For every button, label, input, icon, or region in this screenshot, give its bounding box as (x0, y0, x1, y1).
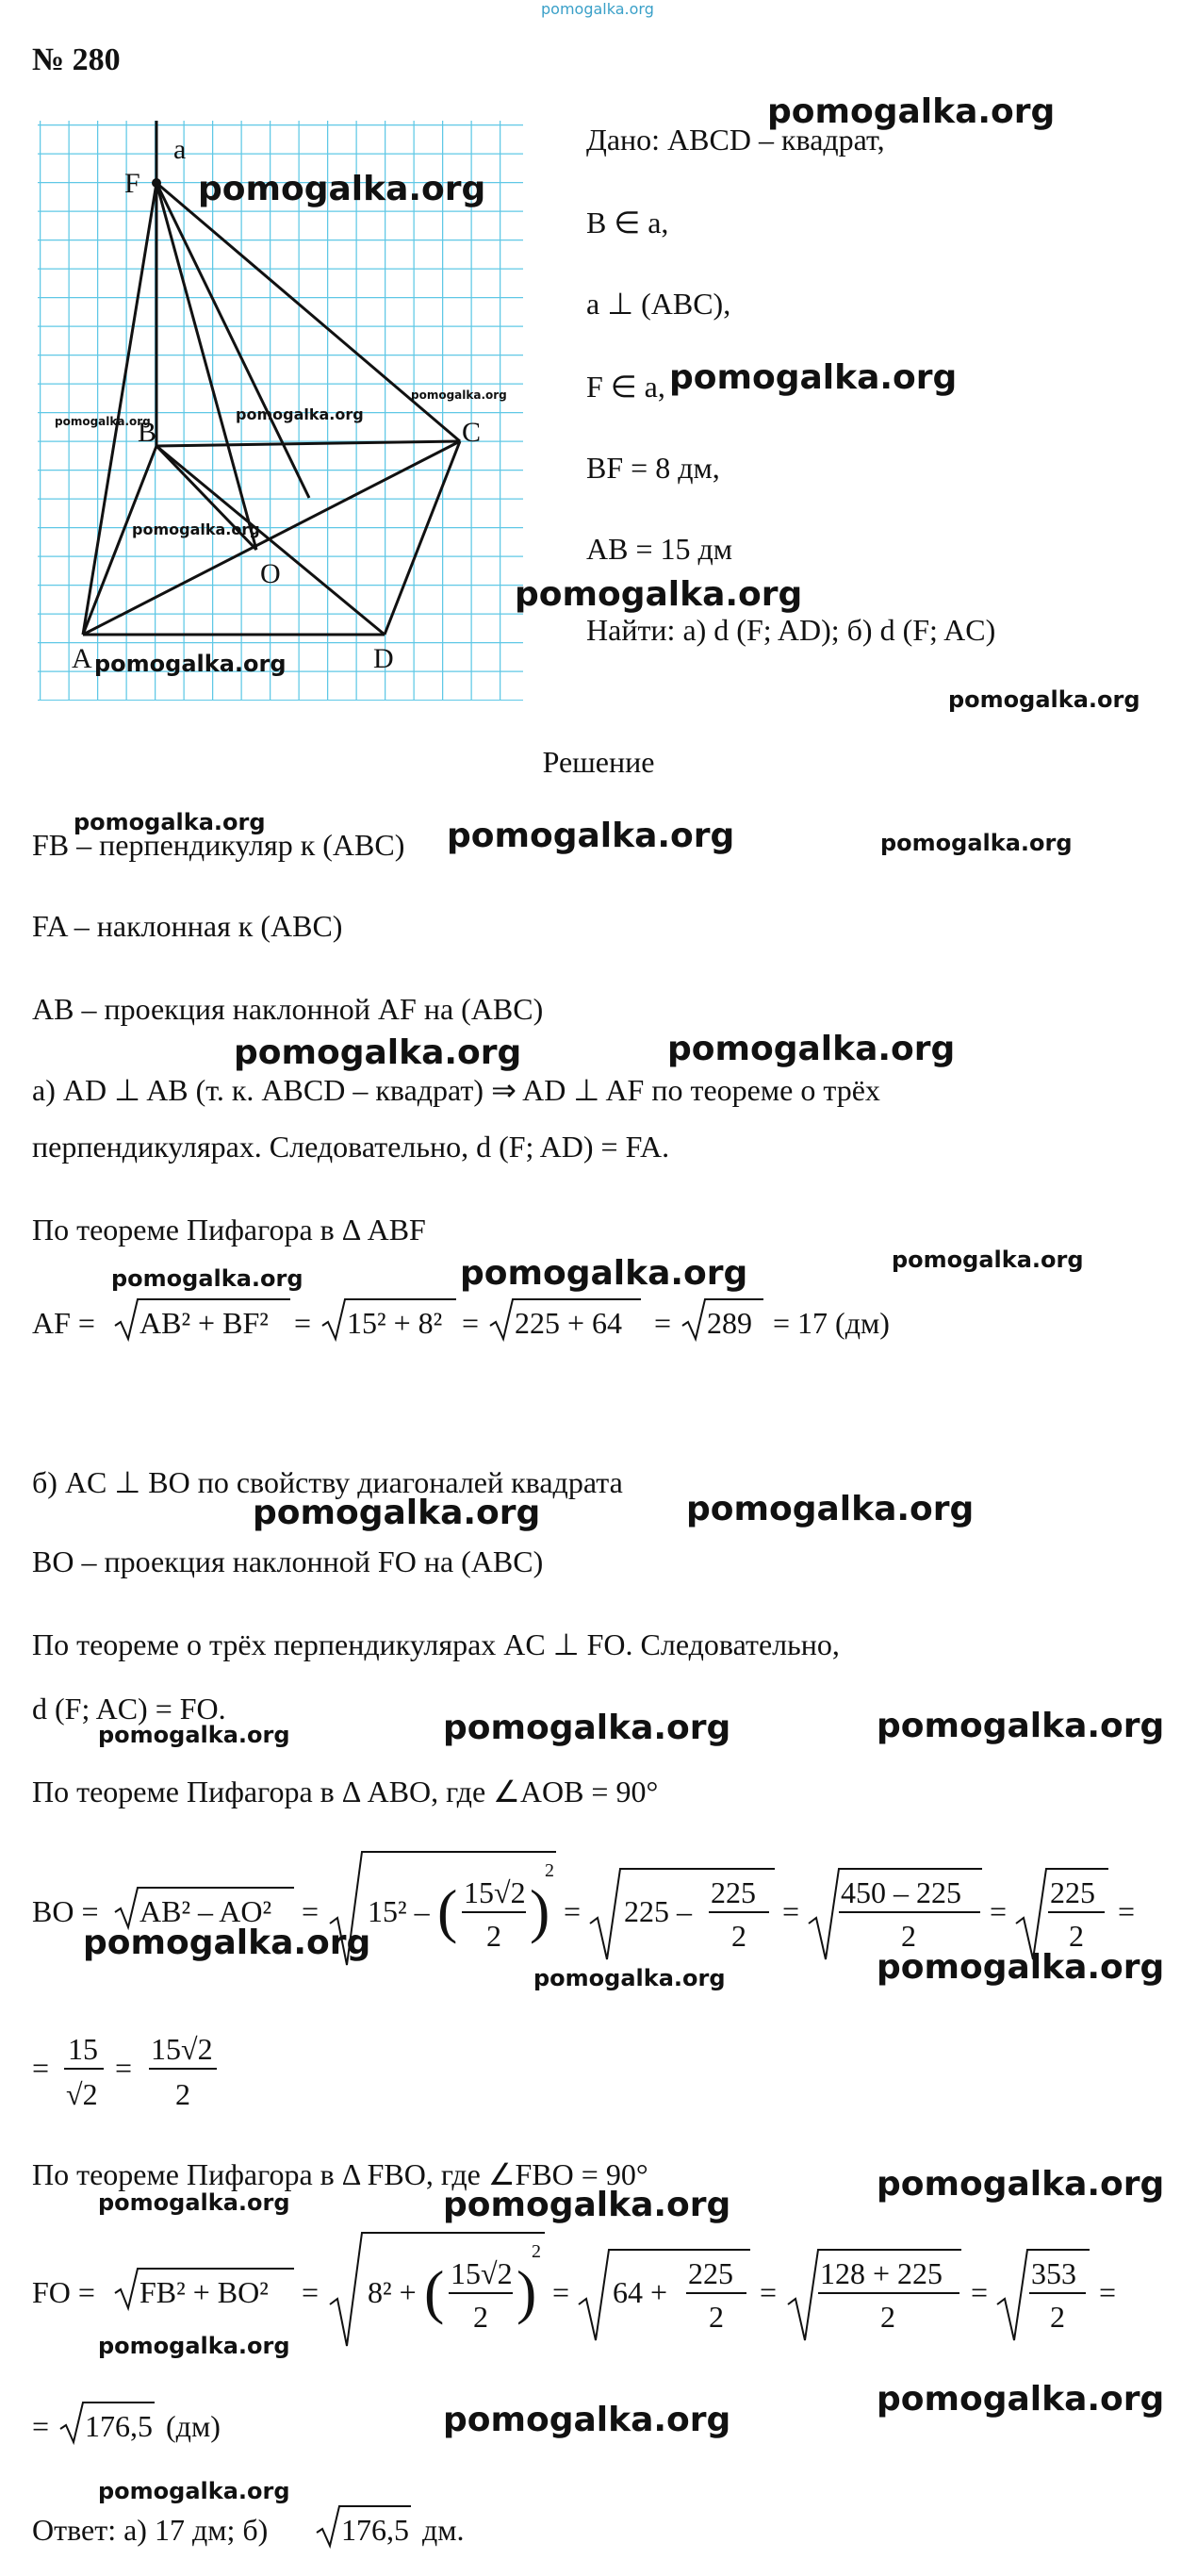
eq-sign: = (462, 1306, 480, 1340)
label-C: C (462, 417, 482, 448)
part-a-line-3: AB – проекция наклонной AF на (ABC) (32, 992, 544, 1026)
bo-225: 225 – (624, 1894, 692, 1928)
fo-den: 2 (880, 2300, 895, 2334)
eq-sign: = (302, 2275, 320, 2309)
watermark: pomogalka.org (253, 1494, 541, 1532)
fo-res-val: 176,5 (85, 2409, 153, 2443)
label-D: D (373, 643, 394, 674)
watermark: pomogalka.org (98, 1722, 290, 1748)
given-line-5: BF = 8 дм, (586, 451, 720, 485)
watermark: pomogalka.org (132, 520, 260, 538)
watermark: pomogalka.org (198, 170, 486, 208)
eq-sign: = (782, 1894, 800, 1928)
eq-sign: = (564, 1894, 582, 1928)
eq-sign: = (115, 2051, 133, 2085)
bo-225b: 225 (1050, 1875, 1095, 1909)
watermark: pomogalka.org (880, 830, 1073, 856)
watermark: pomogalka.org (892, 1247, 1084, 1273)
part-b-line-4: d (F; AC) = FO. (32, 1692, 226, 1726)
fo-den: 2 (1050, 2300, 1065, 2334)
paren-left: ( (424, 2258, 445, 2325)
watermark: pomogalka.org (111, 1265, 303, 1292)
watermark-top: pomogalka.org (541, 0, 654, 18)
watermark: pomogalka.org (767, 92, 1056, 131)
fo-res-unit: (дм) (166, 2409, 221, 2443)
label-O: O (260, 558, 281, 589)
watermark: pomogalka.org (443, 2186, 731, 2224)
given-line-2: B ∈ a, (586, 206, 669, 239)
bo-r1: AB² – AO² (139, 1894, 272, 1928)
watermark: pomogalka.org (533, 1965, 726, 1991)
exponent-2: 2 (545, 1860, 554, 1881)
point-F (152, 178, 161, 188)
part-a-line-2: FA – наклонная к (ABC) (32, 909, 343, 943)
part-b-line-2: BO – проекция наклонной FO на (ABC) (32, 1544, 544, 1578)
fo-r1: FB² + BO² (139, 2275, 269, 2309)
watermark: pomogalka.org (443, 1709, 731, 1747)
formula-bo-2 (28, 2018, 311, 2122)
problem-number: № 280 (32, 42, 121, 77)
eq-sign: = (654, 1306, 672, 1340)
bo-15: 15 (68, 2032, 98, 2066)
bo-num: 15√2 (464, 1875, 526, 1909)
label-B: B (138, 417, 157, 448)
watermark: pomogalka.org (460, 1254, 748, 1293)
fo-num: 15√2 (451, 2256, 513, 2290)
exponent-2: 2 (532, 2241, 541, 2262)
watermark: pomogalka.org (877, 1948, 1165, 1987)
af-lhs: AF = (32, 1306, 95, 1340)
af-result: = 17 (дм) (773, 1306, 890, 1340)
fo-8: 8² + (368, 2275, 417, 2309)
watermark: pomogalka.org (98, 2478, 290, 2504)
bo-225n: 225 (711, 1875, 756, 1909)
answer-prefix: Ответ: а) 17 дм; б) (32, 2513, 269, 2547)
given-line-4: F ∈ a, (586, 370, 665, 404)
formula-af (28, 1292, 971, 1348)
part-a-line-1: FB – перпендикуляр к (ABC) (32, 828, 405, 862)
part-a-line-6: По теореме Пифагора в Δ ABF (32, 1213, 426, 1247)
eq-sign: = (32, 2409, 50, 2443)
part-b-line-3: По теореме о трёх перпендикулярах AC ⊥ FO. Следовательно, (32, 1627, 840, 1661)
given-line-6: AB = 15 дм (586, 532, 733, 566)
watermark: pomogalka.org (94, 651, 287, 677)
eq-sign: = (990, 1894, 1008, 1928)
given-find: Найти: а) d (F; AD); б) d (F; AC) (586, 613, 996, 647)
eq-sign: = (294, 1306, 312, 1340)
watermark: pomogalka.org (74, 809, 266, 835)
fo-den: 2 (473, 2300, 488, 2334)
watermark: pomogalka.org (877, 2165, 1165, 2204)
watermark: pomogalka.org (515, 575, 803, 614)
bo-450: 450 – 225 (841, 1875, 961, 1909)
watermark: pomogalka.org (55, 415, 151, 428)
bo-den: 2 (901, 1919, 916, 1953)
paren-left: ( (437, 1877, 458, 1944)
af-r1: AB² + BF² (139, 1306, 269, 1340)
part-a-line-5: перпендикулярах. Следовательно, d (F; AD) = FA. (32, 1130, 670, 1164)
label-F: F (124, 168, 140, 199)
answer-val: 176,5 (341, 2513, 409, 2547)
bo-lhs: BO = (32, 1894, 99, 1928)
af-r4: 289 (707, 1306, 752, 1340)
af-r2: 15² + 8² (347, 1306, 443, 1340)
watermark: pomogalka.org (948, 686, 1140, 713)
eq-sign: = (1099, 2275, 1117, 2309)
fo-lhs: FO = (32, 2275, 95, 2309)
watermark: pomogalka.org (83, 1924, 371, 1962)
watermark: pomogalka.org (443, 2401, 731, 2439)
fo-353: 353 (1031, 2256, 1076, 2290)
bo-sqrt2: √2 (66, 2077, 98, 2111)
watermark: pomogalka.org (667, 1030, 956, 1068)
fo-128: 128 + 225 (820, 2256, 943, 2290)
eq-sign: = (971, 2275, 989, 2309)
watermark: pomogalka.org (98, 2189, 290, 2216)
eq-sign: = (32, 2051, 50, 2085)
part-b-line-6: По теореме Пифагора в Δ FBO, где ∠FBO = 90° (32, 2157, 648, 2191)
eq-sign: = (552, 2275, 570, 2309)
label-a: a (173, 134, 187, 165)
bo-15s2: 15√2 (151, 2032, 213, 2066)
part-b-line-1: б) AC ⊥ BO по свойству диагоналей квадрата (32, 1465, 623, 1499)
formula-fo-2 (28, 2395, 405, 2452)
watermark: pomogalka.org (877, 1707, 1165, 1745)
fo-64: 64 + (613, 2275, 668, 2309)
af-r3: 225 + 64 (515, 1306, 623, 1340)
watermark: pomogalka.org (669, 358, 958, 397)
part-b-line-5: По теореме Пифагора в Δ ABO, где ∠AOB = 90° (32, 1775, 659, 1808)
paren-right: ) (517, 2258, 537, 2325)
answer-unit: дм. (422, 2513, 465, 2547)
solution-title: Решение (542, 745, 655, 779)
fo-den: 2 (709, 2300, 724, 2334)
eq-sign: = (760, 2275, 778, 2309)
bo-den: 2 (1069, 1919, 1084, 1953)
watermark: pomogalka.org (98, 2333, 290, 2359)
fo-225n: 225 (688, 2256, 733, 2290)
eq-sign: = (1118, 1894, 1136, 1928)
watermark: pomogalka.org (411, 388, 507, 402)
answer (28, 2499, 594, 2555)
bo-15sq: 15² – (368, 1894, 430, 1928)
bo-den: 2 (175, 2077, 190, 2111)
given-line-3: a ⊥ (ABC), (586, 287, 731, 321)
label-A: A (72, 643, 92, 674)
bo-den: 2 (731, 1919, 746, 1953)
eq-sign: = (302, 1894, 320, 1928)
watermark: pomogalka.org (236, 405, 364, 423)
watermark: pomogalka.org (447, 817, 735, 855)
watermark: pomogalka.org (686, 1490, 975, 1528)
part-a-line-4: а) AD ⊥ AB (т. к. ABCD – квадрат) ⇒ AD ⊥ AF по теореме о трёх (32, 1073, 880, 1107)
paren-right: ) (530, 1877, 550, 1944)
bo-den: 2 (486, 1919, 501, 1953)
given-line-1: Дано: ABCD – квадрат, (586, 123, 885, 157)
watermark: pomogalka.org (234, 1033, 522, 1072)
watermark: pomogalka.org (877, 2380, 1165, 2419)
